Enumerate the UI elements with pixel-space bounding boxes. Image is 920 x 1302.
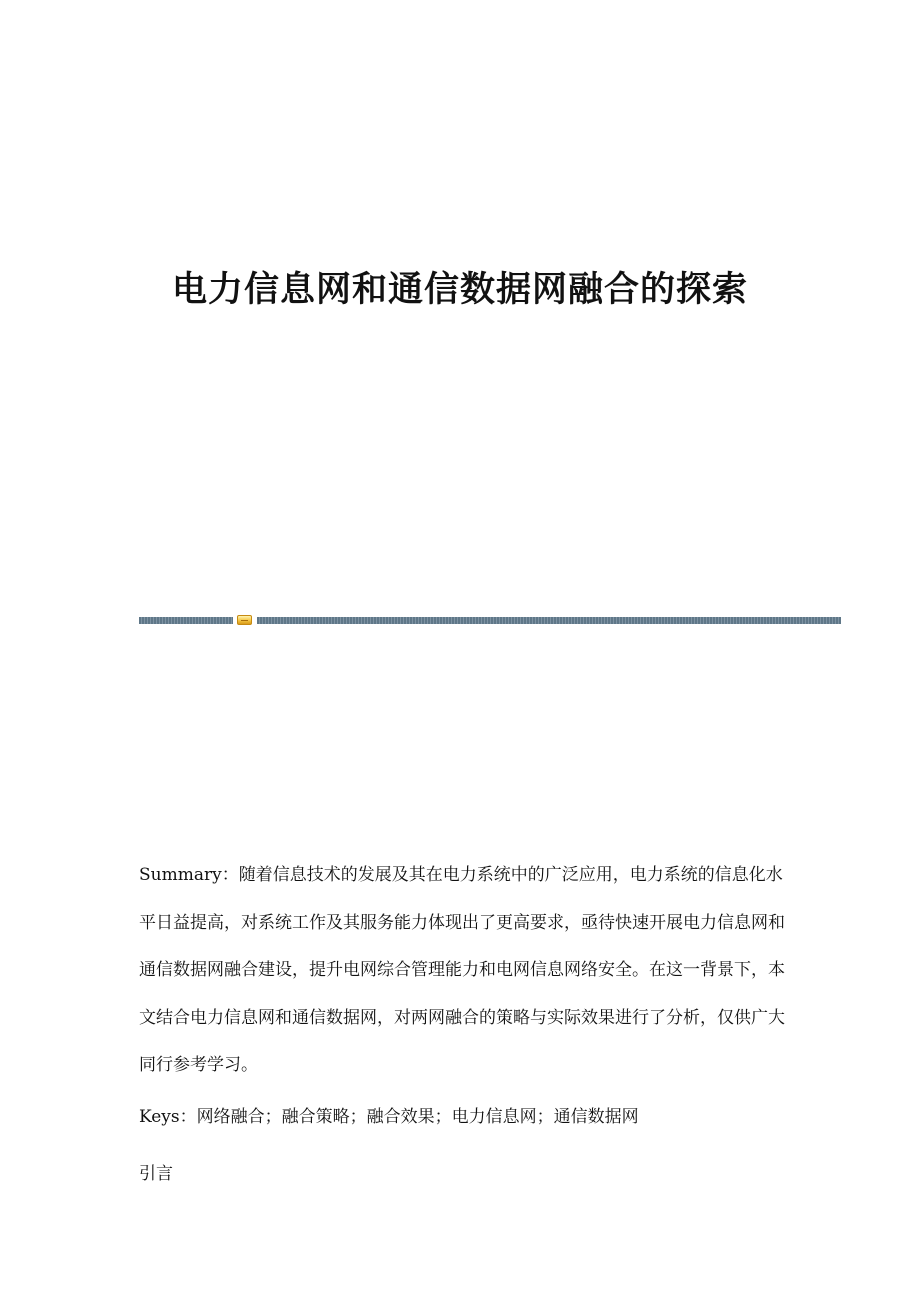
section-heading: 引言 xyxy=(139,1164,173,1184)
title-divider xyxy=(139,614,841,626)
abstract-text: 随着信息技术的发展及其在电力系统中的广泛应用，电力系统的信息化水平日益提高，对系统工作及其服务能力体现出了更高要求，亟待快速开展电力信息网和通信数据网融合建设，提升电网综合管理能力和电网信息网络安全。在这一背景下，本文结合电力信息网和通信数据网，对两网融合的策略与实际效果进行了分析，仅供广大同行参考学习。 xyxy=(139,865,785,1075)
keywords-label: Keys： xyxy=(139,1107,197,1127)
abstract-paragraph xyxy=(139,852,789,1090)
abstract-label: Summary： xyxy=(139,865,239,885)
divider-bar-left xyxy=(139,617,233,624)
divider-ornament-icon xyxy=(237,615,252,625)
document-title: 电力信息网和通信数据网融合的探索 xyxy=(171,269,748,310)
divider-bar-right xyxy=(257,617,841,624)
keywords-line xyxy=(139,1097,789,1137)
keywords-text: 网络融合；融合策略；融合效果；电力信息网；通信数据网 xyxy=(196,1107,639,1127)
